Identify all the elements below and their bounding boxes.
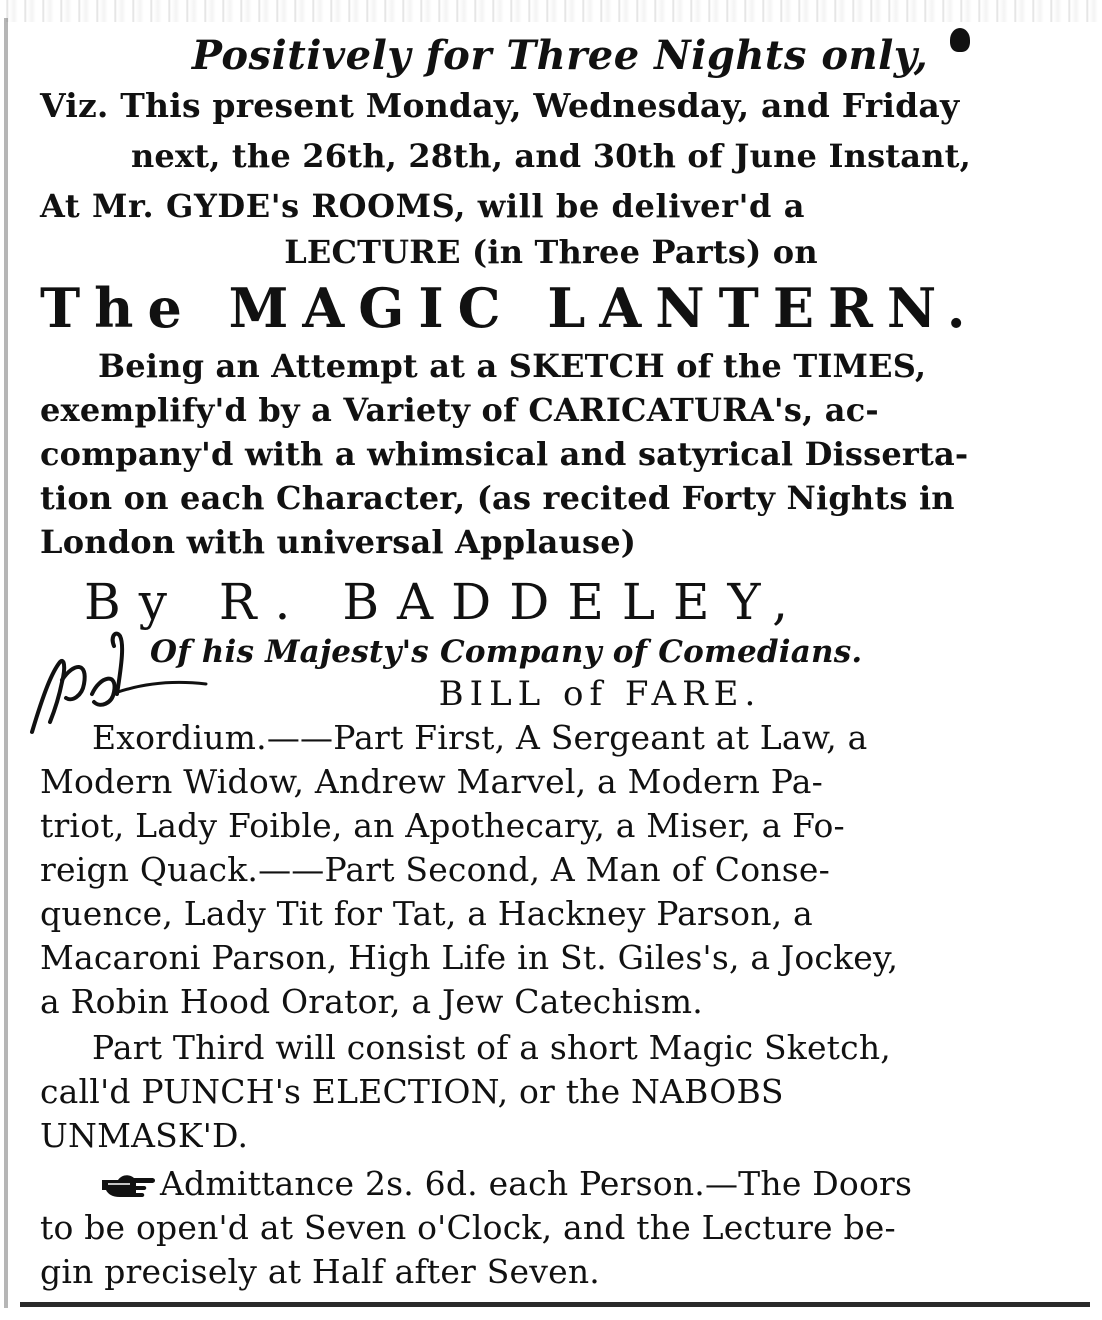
bill-line: Modern Widow, Andrew Marvel, a Modern Pa- <box>40 762 823 801</box>
description-line-2: exemplify'd by a Variety of CARICATURA's, ac- <box>40 391 879 429</box>
bill-line: a Robin Hood Orator, a Jew Catechism. <box>40 982 703 1021</box>
advert-heading: Positively for Three Nights only, <box>191 32 929 79</box>
part-third-line: Part Third will consist of a short Magic Sketch, <box>92 1028 891 1067</box>
ink-blot-icon <box>950 28 970 52</box>
bill-line: quence, Lady Tit for Tat, a Hackney Parson, a <box>40 894 813 933</box>
dates-line-1: Viz. This present Monday, Wednesday, and Friday <box>40 86 960 125</box>
description-line-3: company'd with a whimsical and satyrical Disserta- <box>40 435 969 473</box>
venue-line: At Mr. GYDE's ROOMS, will be deliver'd a <box>40 187 806 225</box>
performer-name: By R. BADDELEY, <box>84 573 807 631</box>
part-third-line: UNMASK'D. <box>40 1116 249 1155</box>
description-line-1: Being an Attempt at a SKETCH of the TIMES, <box>98 347 927 385</box>
admittance-line: to be open'd at Seven o'Clock, and the Lecture be- <box>40 1208 896 1247</box>
bill-of-fare-heading: BILL of FARE. <box>438 674 762 714</box>
description-line-4: tion on each Character, (as recited Forty Nights in <box>40 479 955 517</box>
bill-line: triot, Lady Foible, an Apothecary, a Miser, a Fo- <box>40 806 845 845</box>
performer-affiliation: Of his Majesty's Company of Comedians. <box>150 634 863 670</box>
lecture-title: The MAGIC LANTERN. <box>40 276 980 340</box>
pointing-hand-icon <box>100 1170 156 1200</box>
description-line-5: London with universal Applause) <box>40 523 637 561</box>
bottom-rule <box>20 1302 1090 1307</box>
part-third-line: call'd PUNCH's ELECTION, or the NABOBS <box>40 1072 784 1111</box>
bill-line: Exordium.——Part First, A Sergeant at Law, a <box>92 718 868 757</box>
admittance-line: Admittance 2s. 6d. each Person.—The Doors <box>160 1164 913 1203</box>
bill-line: reign Quack.——Part Second, A Man of Conse- <box>40 850 830 889</box>
column-rule-left <box>4 18 8 1308</box>
admittance-line: gin precisely at Half after Seven. <box>40 1252 600 1291</box>
dates-line-2: next, the 26th, 28th, and 30th of June Instant, <box>130 137 972 175</box>
top-print-noise <box>0 0 1102 22</box>
bill-line: Macaroni Parson, High Life in St. Giles's, a Jockey, <box>40 938 899 977</box>
lecture-line: LECTURE (in Three Parts) on <box>284 233 818 271</box>
